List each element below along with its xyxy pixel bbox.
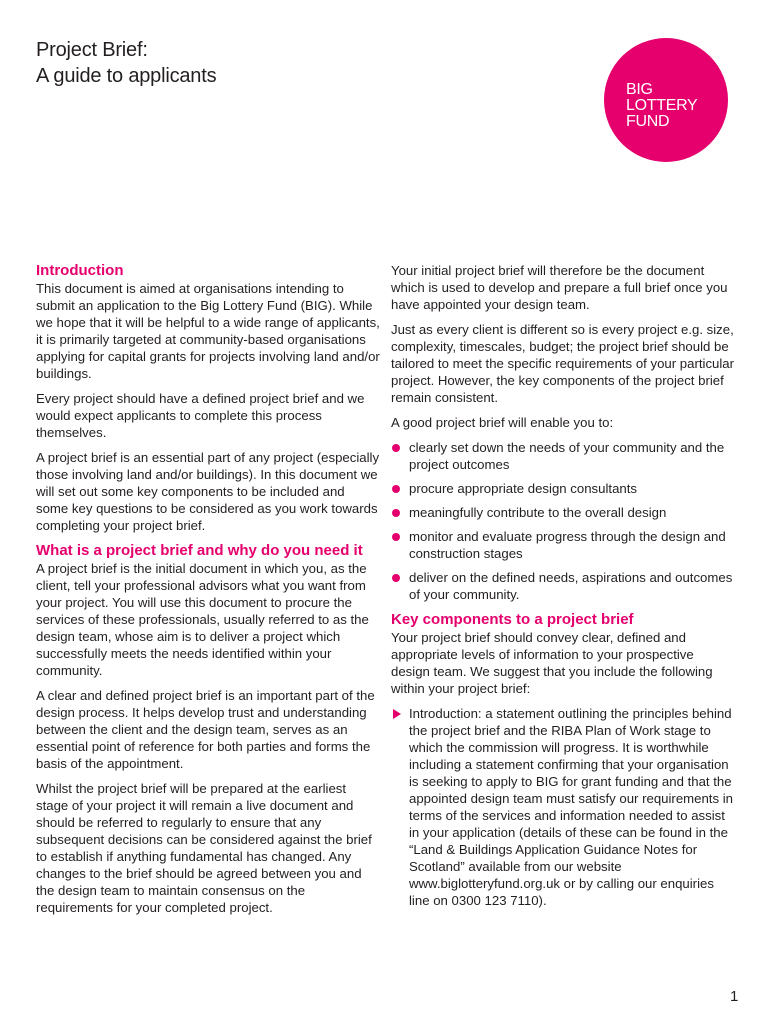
bullet-dot-icon xyxy=(392,574,400,582)
triangle-bullet-icon xyxy=(393,709,401,719)
benefits-list xyxy=(391,439,735,603)
key-components-heading: Key components to a project brief xyxy=(391,611,634,628)
components-list xyxy=(391,705,735,909)
list-item-text: deliver on the defined needs, aspirations and outcomes of your community. xyxy=(409,570,733,602)
bullet-dot-icon xyxy=(392,444,400,452)
list-item-text: Introduction: a statement outlining the principles behind the project brief and the RIBA Plan of Work stage to which the commission will progress. It is worthwhile including a statement confirming that your organisation is seeking to apply to BIG for grant funding and that the appointed design team must satisfy our requirements in terms of the services and information needed to assist in your application (details of these can be found in the “Land & Buildings Application Guidance Notes for Scotland” available from our website www.biglotteryfund.org.uk or by calling our enquiries line on 0300 123 7110). xyxy=(409,706,733,908)
title-line-1: Project Brief: xyxy=(36,39,148,61)
what-paragraph-1: A project brief is the initial document in which you, as the client, tell your professional advisors what you want from your project. You will use this document to procure the services of these professionals, usually referred to as the design team, whose aim is to deliver a project which successfully meets the needs identified within your community. xyxy=(36,561,369,678)
right-column xyxy=(391,262,735,909)
bullet-dot-icon xyxy=(392,509,400,517)
logo-wordmark xyxy=(626,82,697,130)
logo-line-lottery: LOTTERY xyxy=(626,97,698,114)
left-column xyxy=(36,262,380,924)
page-title xyxy=(36,37,216,89)
logo-line-big: BIG xyxy=(626,81,653,98)
list-item xyxy=(391,504,735,521)
what-paragraph-3: Whilst the project brief will be prepared at the earliest stage of your project it will remain a live document and should be referred to regularly to ensure that any subsequent decisions can be considered against the brief to establish if anything fundamental has changed. Any changes to the brief should be agreed between you and the design team to maintain consensus on the requirements for your completed project. xyxy=(36,781,372,915)
list-item-text: meaningfully contribute to the overall design xyxy=(409,505,667,520)
intro-paragraph-1: This document is aimed at organisations intending to submit an application to the Big Lottery Fund (BIG). While we hope that it will be helpful to a wide range of applicants, it is primarily targeted at community-based organisations applying for capital grants for projects involving land and/or buildings. xyxy=(36,281,380,381)
what-is-heading: What is a project brief and why do you need it xyxy=(36,542,363,559)
intro-paragraph-3: A project brief is an essential part of any project (especially those involving land and/or buildings). In this document we will set out some key components to be included and some key questions to be considered as you work towards completing your project brief. xyxy=(36,450,380,533)
title-line-2: A guide to applicants xyxy=(36,65,217,87)
introduction-heading: Introduction xyxy=(36,262,124,279)
bullet-dot-icon xyxy=(392,533,400,541)
right-paragraph-2: Just as every client is different so is every project e.g. size, complexity, timescales, budget; the project brief should be tailored to meet the specific requirements of your particular project. However, the key components of the project brief remain consistent. xyxy=(391,322,735,405)
list-item xyxy=(391,439,735,473)
list-item xyxy=(391,705,735,909)
big-lottery-fund-logo xyxy=(604,38,728,162)
bullet-dot-icon xyxy=(392,485,400,493)
list-item-text: clearly set down the needs of your community and the project outcomes xyxy=(409,440,725,472)
right-paragraph-3: A good project brief will enable you to: xyxy=(391,415,614,430)
logo-line-fund: FUND xyxy=(626,113,670,130)
intro-paragraph-2: Every project should have a defined project brief and we would expect applicants to complete this process themselves. xyxy=(36,391,365,440)
list-item xyxy=(391,569,735,603)
list-item xyxy=(391,528,735,562)
right-paragraph-1: Your initial project brief will therefore be the document which is used to develop and prepare a full brief once you have appointed your design team. xyxy=(391,263,728,312)
list-item-text: monitor and evaluate progress through the design and construction stages xyxy=(409,529,726,561)
key-components-paragraph: Your project brief should convey clear, defined and appropriate levels of information to your prospective design team. We suggest that you include the following within your project brief: xyxy=(391,630,713,696)
list-item xyxy=(391,480,735,497)
list-item-text: procure appropriate design consultants xyxy=(409,481,637,496)
what-paragraph-2: A clear and defined project brief is an important part of the design process. It helps develop trust and understanding between the client and the design team, serves as an essential point of reference for both parties and forms the basis of the appointment. xyxy=(36,688,375,771)
page-number: 1 xyxy=(730,988,739,1005)
